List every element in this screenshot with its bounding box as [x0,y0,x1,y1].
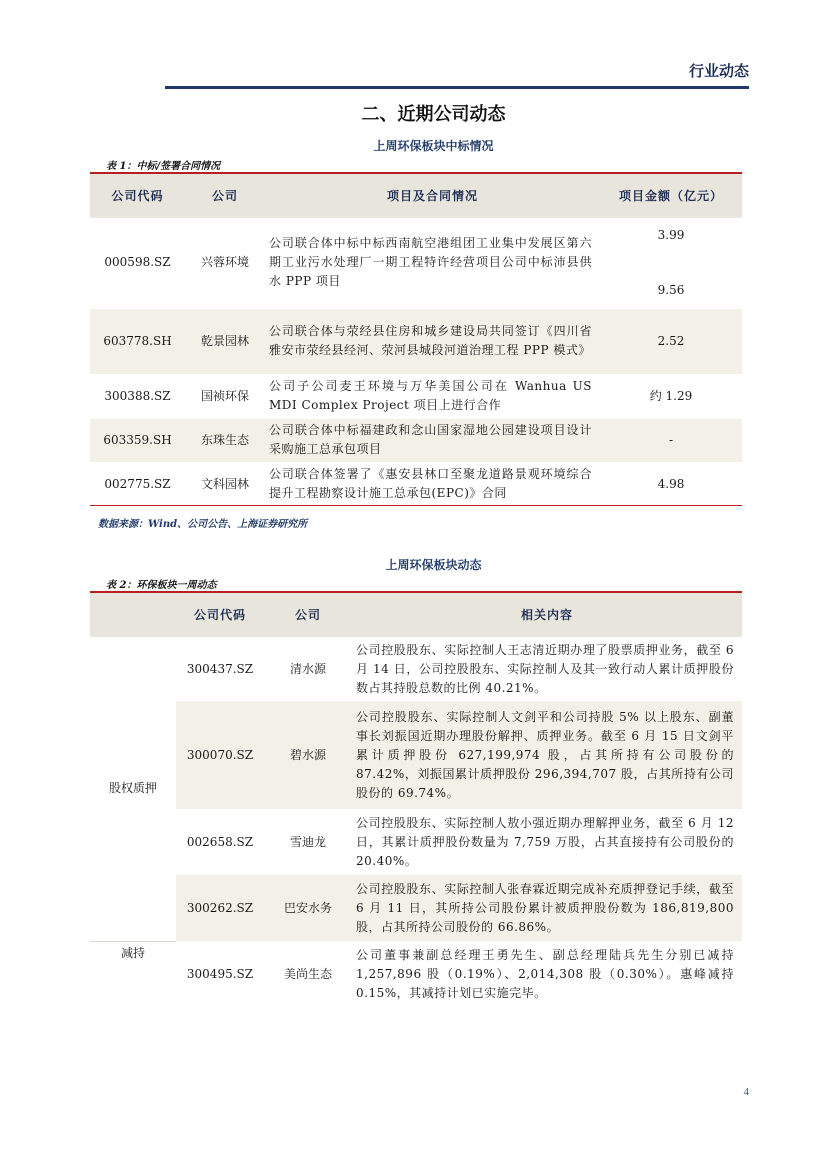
stock-code: 000598.SZ [90,218,185,308]
stock-code: 300388.SZ [90,374,185,418]
table-row [90,308,742,374]
event-description: 公司控股股东、实际控制人王志清近期办理了股票质押业务，截至 6 月 14 日，公司控股股东、实际控制人及其一致行动人累计质押股份数占其持股总数的比例 40.21%。 [356,642,734,695]
table1-header-row [90,174,742,218]
amount-cell [600,218,742,308]
project-amount: 约 1.29 [600,374,742,418]
table-row [90,701,742,809]
company-name: 兴蓉环境 [185,218,265,308]
company-name: 清水源 [289,661,326,676]
table-row [90,218,742,308]
table-row [90,941,742,1007]
table-row [90,374,742,418]
stock-code: 300262.SZ [176,875,264,941]
table2-subtitle: 上周环保板块动态 [385,558,482,572]
table1-source: 数据来源：Wind、公司公告、上海证券研究所 [98,519,308,530]
table2-header-row [90,593,742,637]
project-amount: 3.99 [657,227,685,242]
event-description: 公司控股股东、实际控制人文剑平和公司持股 5% 以上股东、副董事长刘振国近期办理股份解押、质押业务。截至 6 月 15 日文剑平累计质押股份 627,199,974 股，占其所持有公司股份的 87.42%，刘振国累计质押股份 296,394,707 股，占其所持有公司股份的 69.74%。 [352,701,742,809]
header-title: 行业动态 [688,62,749,80]
stock-code: 603359.SH [90,418,185,462]
table1 [90,174,742,507]
project-description: 公司联合体中标中标西南航空港组团工业集中发展区第六期工业污水处理厂一期工程特许经营项目公司中标沛县供水 PPP 项目 [265,218,600,308]
stock-code: 002658.SZ [186,834,254,849]
project-amount: 4.98 [600,462,742,506]
table2-header-code: 公司代码 [176,593,264,637]
table2 [90,593,742,1007]
project-amount: - [600,418,742,462]
company-name: 文科园林 [185,462,265,506]
table1-header-amount: 项目金额（亿元） [600,174,742,218]
stock-code: 603778.SH [90,308,185,374]
header-rule [165,86,749,89]
stock-code: 300070.SZ [176,701,264,809]
table2-header-content: 相关内容 [352,593,742,637]
table1-bottom-rule [90,505,742,506]
table2-header-category [90,593,176,637]
section-title: 二、近期公司动态 [361,104,506,125]
stock-code: 300437.SZ [186,661,254,676]
project-description: 公司联合体与荥经县住房和城乡建设局共同签订《四川省雅安市荥经县经河、荥河县城段河道治理工程 PPP 模式》 [265,308,600,374]
company-name: 碧水源 [264,701,352,809]
stock-code: 300495.SZ [186,966,254,981]
table1-subtitle: 上周环保板块中标情况 [373,139,494,153]
project-description: 公司联合体签署了《惠安县林口至聚龙道路景观环境综合提升工程勘察设计施工总承包(EPC)》合同 [265,462,600,506]
company-name: 国祯环保 [185,374,265,418]
company-name: 巴安水务 [264,875,352,941]
company-name: 东珠生态 [185,418,265,462]
company-name: 雪迪龙 [289,834,326,849]
group-label: 减持 [90,941,176,1007]
table-row [90,637,742,701]
table1-header-company: 公司 [185,174,265,218]
table1-header-project: 项目及合同情况 [265,174,600,218]
group-label: 股权质押 [90,637,176,941]
company-name: 乾景园林 [185,308,265,374]
table2-header-company: 公司 [264,593,352,637]
page-number: 4 [743,1086,749,1098]
event-description: 公司控股股东、实际控制人张春霖近期完成补充质押登记手续，截至 6 月 11 日，其所持公司股份累计被质押股份数为 186,819,800 股，占其所持公司股份的 66.86%。 [352,875,742,941]
event-description: 公司董事兼副总经理王勇先生、副总经理陆兵先生分别已减持 1,257,896 股（0.19%）、2,014,308 股（0.30%）。惠峰减持 0.15%，其减持计划已实施完毕。 [356,947,734,1000]
table1-header-code: 公司代码 [90,174,185,218]
project-amount: 2.52 [600,308,742,374]
company-name: 美尚生态 [283,966,332,981]
stock-code: 002775.SZ [90,462,185,506]
table-row [90,418,742,462]
project-amount: 9.56 [657,282,685,297]
event-description: 公司控股股东、实际控制人敖小强近期办理解押业务，截至 6 月 12 日，其累计质押股份数量为 7,759 万股，占其直接持有公司股份的 20.40%。 [356,815,734,868]
table-row [90,875,742,941]
table1-caption: 表 1：中标/签署合同情况 [106,161,221,172]
table-row [90,809,742,875]
project-description: 公司子公司麦王环境与万华美国公司在 Wanhua US MDI Complex Project 项目上进行合作 [265,374,600,418]
table2-caption: 表 2：环保板块一周动态 [106,580,217,591]
project-description: 公司联合体中标福建政和念山国家湿地公园建设项目设计采购施工总承包项目 [265,418,600,462]
table-row [90,462,742,506]
